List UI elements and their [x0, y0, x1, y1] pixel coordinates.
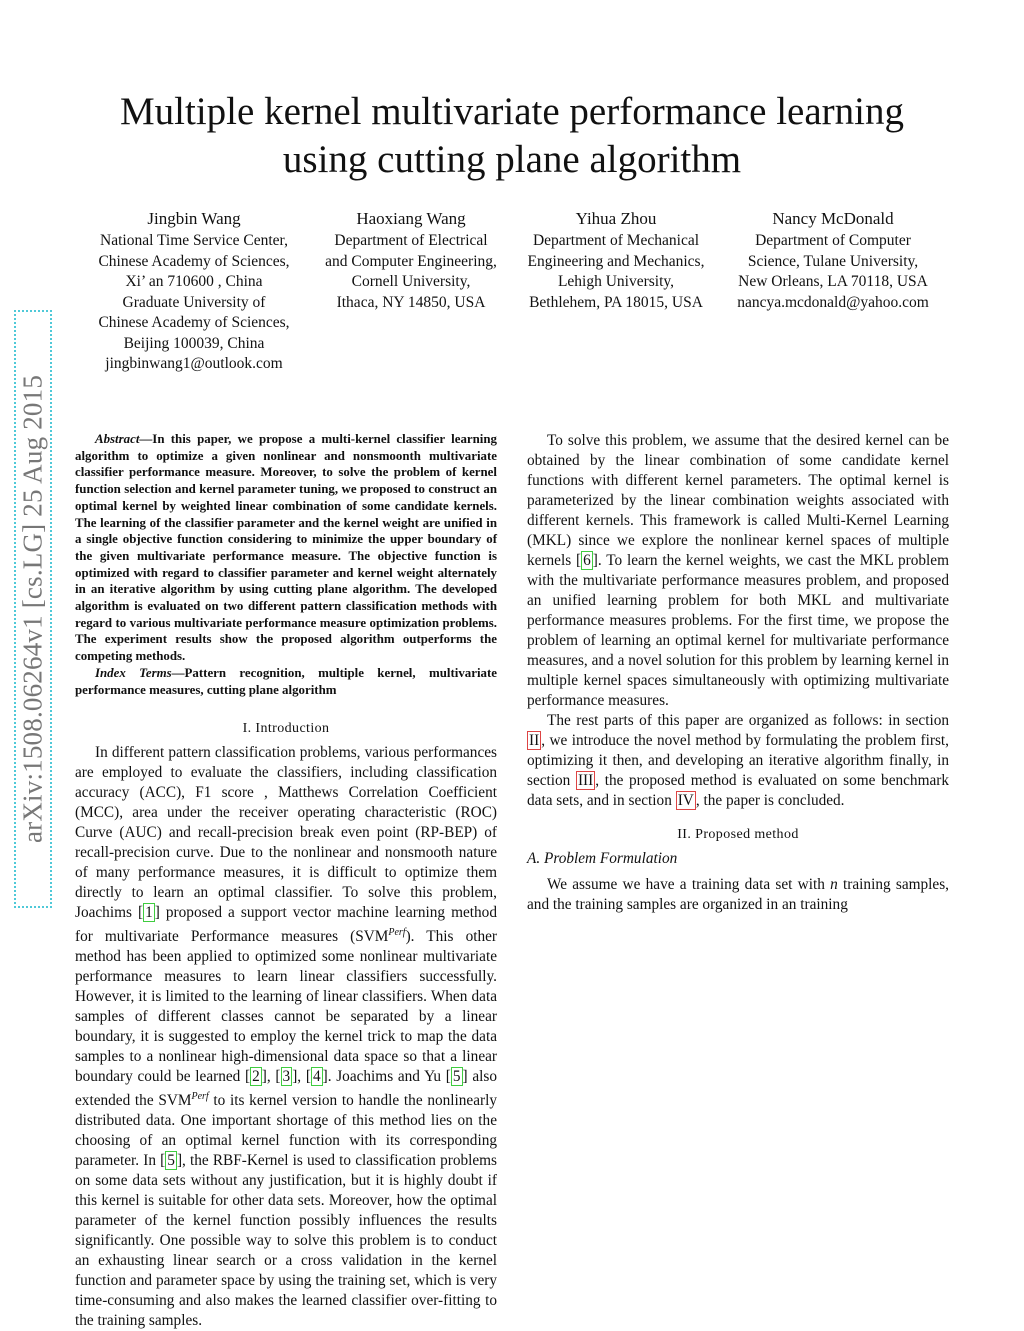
author-affil-line: Department of Mechanical	[532, 232, 700, 249]
author-block-3	[512, 207, 720, 313]
author-affil-line: Chinese Academy of Sciences,	[98, 314, 290, 331]
arxiv-stamp[interactable]	[14, 310, 52, 908]
author-affil-line: Department of Electrical	[334, 232, 488, 249]
section-heading-proposed-method: II. Proposed method	[677, 827, 799, 842]
math-variable: n	[830, 876, 838, 893]
citation-link[interactable]: 6	[583, 552, 591, 569]
author-affil-line: New Orleans, LA 70118, USA	[738, 273, 928, 290]
citation-link[interactable]: 5	[167, 1152, 175, 1170]
abstract-label: Abstract	[95, 432, 140, 446]
paragraph: We assume we have a training data set with n training samples, and the training samples are organized in an training	[527, 876, 949, 913]
title-line-1: Multiple kernel multivariate performance learning	[119, 90, 905, 133]
paragraph: In different pattern classification problems, various performances are employed to evaluate the classifiers, including classification accuracy (ACC), F1 score , Matthews Correlation Coefficient (MCC), area under the receiver operating characteristic (ROC) Curve (AUC) and recall-precision break even point (RP-BEP) of recall-precision curve. Due to the nonlinear and nonsmooth nature of many performance measures, it is difficult to optimize them directly to learn an optimal classifier. To solve this problem, Joachims [ 1 ] proposed a support vector machine learning method for multivariate Performance measures $(SVM^{Perf})$. This other method has been applied to optimized some nonlinear multivariate performance measures to learn linear classifiers successfully. However, it is limited to the learning of linear classifiers. When data samples of different classes cannot be separated by a linear boundary, it is suggested to employ the kernel trick to map the data samples to a nonlinear high-dimensional data space so that a linear boundary could be learned [ 2 ], [ 3 ], [ 4 ]. Joachims and Yu [ 5 ] also extended the $SVM^{Perf}$ to its kernel version to handle the nonlinearly distributed data. One important shortage of this method lies on the choosing of an optimal kernel function with its corresponding parameter. In [ 5 ], the RBF-Kernel is used to classification problems on some data sets without any justification, but it is highly doubt if this kernel is suitable for other data sets. Moreover, how the optimal parameter of the kernel function possibly influences the results significantly. One possible way to solve this problem is to conduct an exhausting linear search or a cross validation in the kernel function and parameter space by using the training set, which is very time-consuming and also makes the learned classifier over-fitting to the training samples.	[75, 744, 498, 1330]
section-link[interactable]: III	[577, 772, 594, 789]
right-column	[527, 431, 949, 915]
left-column	[75, 431, 497, 1331]
author-name: Haoxiang Wang	[356, 209, 466, 228]
author-affil-line: Chinese Academy of Sciences,	[98, 252, 290, 270]
author-block-4	[720, 207, 946, 313]
paragraph: To solve this problem, we assume that the desired kernel can be obtained by the linear combination of some candidate kernel functions with different kernel parameters. The optimal kernel is parameterized by the linear combination weights associated with different kernels. This framework is called Multi-Kernel Learning (MKL) since we explore the nonlinear kernel spaces of multiple kernels [ 6 ]. To learn the kernel weights, we cast the MKL problem with the multivariate performance measures problem, and proposed an unified learning problem for both MKL and multivariate performance measures problems. For the first time, we propose the problem of learning an optimal kernel for multivariate performance measures, and a novel solution for this problem by learning kernel in multiple kernel spaces simultaneously with optimizing multivariate performance measures.	[527, 432, 950, 709]
author-name: Nancy McDonald	[772, 209, 894, 228]
author-affil-line: Xi’ an 710600 , China	[125, 273, 263, 290]
author-block-2	[310, 207, 512, 313]
author-affil-line: Bethlehem, PA 18015, USA	[529, 293, 703, 311]
author-email: jingbinwang1@outlook.com	[105, 355, 283, 372]
section-link[interactable]: IV	[677, 792, 694, 809]
author-email: nancya.mcdonald@yahoo.com	[737, 293, 929, 311]
author-name: Yihua Zhou	[575, 209, 657, 228]
citation-link[interactable]: 5	[452, 1068, 461, 1086]
author-affil-line: Engineering and Mechanics,	[527, 252, 705, 270]
abstract	[75, 431, 497, 698]
section-heading-introduction: I. Introduction	[242, 721, 330, 737]
problem-formulation-body	[527, 875, 949, 915]
author-affil-line: National Time Service Center,	[100, 232, 288, 249]
author-block-1	[78, 207, 310, 375]
abstract-text: —In this paper, we propose a multi-kernel classifier learning algorithm to optimize a given nonlinear and nonsmoonth multivariate classifier performance measure. Moreover, to solve the problem of kernel function selection and kernel parameter tuning, we proposed to construct an optimal kernel by weighted linear combination of some candidate kernels. The learning of the classifier parameter and the kernel weight are unified in a single objective function considering to minimize the upper boundary of the given multivariate performance measure. The objective function is optimized with regard to classifier parameter and kernel weight alternately in an iterative algorithm by using cutting plane algorithm. The developed algorithm is evaluated on two different pattern classification methods with regard to various multivariate performance measure optimization problems. The experiment results show the proposed algorithm outperforms the competing methods.	[75, 432, 497, 664]
author-affil-line: Ithaca, NY 14850, USA	[336, 293, 486, 311]
arxiv-stamp-text: arXiv:1508.06264v1 [cs.LG] 25 Aug 2015	[17, 374, 48, 844]
author-affil-line: Lehigh University,	[557, 273, 675, 290]
citation-link[interactable]: 3	[282, 1068, 291, 1086]
paragraph: The rest parts of this paper are organized as follows: in section II , we introduce the novel method by formulating the problem first, optimizing it then, and developing an iterative algorithm finally, in section III , the proposed method is evaluated on some benchmark data sets, and in section IV , the paper is concluded.	[527, 712, 949, 809]
section-link[interactable]: II	[529, 732, 540, 749]
author-name: Jingbin Wang	[147, 209, 241, 228]
author-affil-line: Graduate University of	[122, 293, 266, 311]
index-terms-text: —Pattern recognition, multiple kernel, multivariate performance measures, cutting plane algorithm	[75, 665, 497, 697]
author-affil-line: Cornell University,	[351, 273, 471, 290]
index-terms-label: Index Terms	[95, 665, 172, 680]
subsection-heading: A. Problem Formulation	[527, 850, 678, 867]
author-affil-line: Department of Computer	[755, 232, 911, 249]
author-affil-line: and Computer Engineering,	[325, 252, 497, 270]
citation-link[interactable]: 2	[252, 1068, 260, 1086]
author-affil-line: Science, Tulane University,	[747, 252, 919, 270]
citation-link[interactable]: 4	[312, 1068, 321, 1086]
introduction-body	[75, 743, 497, 1331]
right-column-body	[527, 431, 949, 811]
author-affil-line: Beijing 100039, China	[123, 334, 265, 352]
title-line-2: using cutting plane algorithm	[282, 138, 742, 181]
citation-link[interactable]: 1	[145, 904, 153, 922]
paper-title	[0, 88, 1024, 184]
